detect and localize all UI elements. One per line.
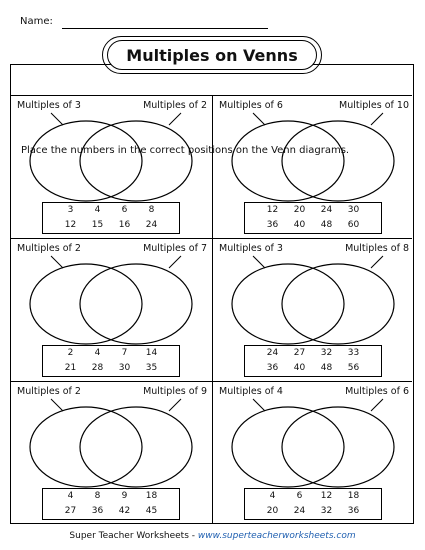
number[interactable]: 4 [269, 491, 276, 501]
venn-right-circle [80, 407, 192, 487]
right-set-label: Multiples of 2 [143, 100, 207, 111]
number-row [245, 489, 381, 504]
number[interactable]: 18 [347, 491, 360, 501]
left-pointer-line [51, 399, 63, 411]
number-row [245, 504, 381, 519]
left-set-label: Multiples of 3 [17, 100, 81, 111]
number-box [42, 345, 180, 377]
name-row [20, 16, 53, 27]
number[interactable]: 4 [67, 491, 74, 501]
right-pointer-line [169, 256, 181, 268]
number[interactable]: 36 [266, 363, 279, 373]
left-pointer-line [253, 399, 265, 411]
number[interactable]: 3 [67, 205, 74, 215]
right-set-label: Multiples of 10 [339, 100, 409, 111]
number[interactable]: 42 [118, 506, 131, 516]
number-row [245, 346, 381, 361]
venn-right-circle [282, 407, 394, 487]
venn-right-circle [80, 264, 192, 344]
left-pointer-line [51, 256, 63, 268]
right-set-label: Multiples of 6 [345, 386, 409, 397]
right-pointer-line [169, 399, 181, 411]
footer-text: Super Teacher Worksheets - [69, 531, 198, 541]
number[interactable]: 24 [293, 506, 306, 516]
number[interactable]: 27 [64, 506, 77, 516]
number[interactable]: 27 [293, 348, 306, 358]
instructions: Place the numbers in the correct positions on the Venn diagrams. [21, 145, 350, 156]
number-row [245, 203, 381, 218]
left-set-label: Multiples of 3 [219, 243, 283, 254]
venn-left-circle [30, 407, 142, 487]
footer-url[interactable]: www.superteacherworksheets.com [197, 531, 356, 541]
number[interactable]: 36 [347, 506, 360, 516]
number[interactable]: 36 [91, 506, 104, 516]
venn-panel [11, 239, 211, 382]
right-pointer-line [371, 113, 383, 125]
number[interactable]: 24 [266, 348, 279, 358]
number[interactable]: 8 [94, 491, 101, 501]
number[interactable]: 12 [320, 491, 333, 501]
number-row [245, 361, 381, 376]
number[interactable]: 48 [320, 363, 333, 373]
number[interactable]: 48 [320, 220, 333, 230]
number-box [244, 488, 382, 520]
number[interactable]: 28 [91, 363, 104, 373]
number[interactable]: 56 [347, 363, 360, 373]
number[interactable]: 36 [266, 220, 279, 230]
number[interactable]: 33 [347, 348, 360, 358]
right-set-label: Multiples of 9 [143, 386, 207, 397]
number-row [43, 489, 179, 504]
number-row [43, 346, 179, 361]
number-row [43, 504, 179, 519]
number[interactable]: 4 [94, 348, 101, 358]
left-set-label: Multiples of 4 [219, 386, 283, 397]
number-box [244, 202, 382, 234]
number[interactable]: 8 [148, 205, 155, 215]
left-set-label: Multiples of 2 [17, 243, 81, 254]
number-row [43, 218, 179, 233]
number[interactable]: 16 [118, 220, 131, 230]
number[interactable]: 4 [94, 205, 101, 215]
left-pointer-line [253, 256, 265, 268]
venn-left-circle [232, 121, 344, 201]
left-set-label: Multiples of 2 [17, 386, 81, 397]
venn-panel [213, 239, 413, 382]
number[interactable]: 21 [64, 363, 77, 373]
number[interactable]: 32 [320, 348, 333, 358]
left-set-label: Multiples of 6 [219, 100, 283, 111]
right-pointer-line [371, 399, 383, 411]
number[interactable]: 32 [320, 506, 333, 516]
number[interactable]: 12 [266, 205, 279, 215]
venn-panel [11, 96, 211, 239]
venn-left-circle [30, 264, 142, 344]
number[interactable]: 30 [118, 363, 131, 373]
number-box [42, 202, 180, 234]
number[interactable]: 18 [145, 491, 158, 501]
name-label: Name: [20, 16, 53, 27]
venn-right-circle [80, 121, 192, 201]
number[interactable]: 24 [320, 205, 333, 215]
number[interactable]: 45 [145, 506, 158, 516]
number[interactable]: 9 [121, 491, 128, 501]
number[interactable]: 15 [91, 220, 104, 230]
worksheet-frame [10, 64, 414, 524]
number-row [245, 218, 381, 233]
venn-panel [213, 382, 413, 525]
number[interactable]: 6 [296, 491, 303, 501]
venn-right-circle [282, 121, 394, 201]
name-line[interactable] [62, 28, 268, 29]
number[interactable]: 2 [67, 348, 74, 358]
left-pointer-line [51, 113, 63, 125]
number-box [42, 488, 180, 520]
right-set-label: Multiples of 7 [143, 243, 207, 254]
venn-panel [11, 382, 211, 525]
footer [0, 531, 425, 541]
number[interactable]: 60 [347, 220, 360, 230]
number-box [244, 345, 382, 377]
venn-left-circle [232, 264, 344, 344]
right-set-label: Multiples of 8 [345, 243, 409, 254]
venn-left-circle [30, 121, 142, 201]
number[interactable]: 40 [293, 220, 306, 230]
number[interactable]: 35 [145, 363, 158, 373]
number[interactable]: 7 [121, 348, 128, 358]
page-title: Multiples on Venns [126, 45, 298, 65]
number[interactable]: 20 [266, 506, 279, 516]
number-row [43, 203, 179, 218]
number[interactable]: 40 [293, 363, 306, 373]
venn-right-circle [282, 264, 394, 344]
right-pointer-line [371, 256, 383, 268]
venn-left-circle [232, 407, 344, 487]
number[interactable]: 24 [145, 220, 158, 230]
number[interactable]: 30 [347, 205, 360, 215]
right-pointer-line [169, 113, 181, 125]
title-pill [107, 40, 317, 70]
left-pointer-line [253, 113, 265, 125]
number[interactable]: 6 [121, 205, 128, 215]
number[interactable]: 20 [293, 205, 306, 215]
venn-panel [213, 96, 413, 239]
number[interactable]: 14 [145, 348, 158, 358]
number[interactable]: 12 [64, 220, 77, 230]
number-row [43, 361, 179, 376]
